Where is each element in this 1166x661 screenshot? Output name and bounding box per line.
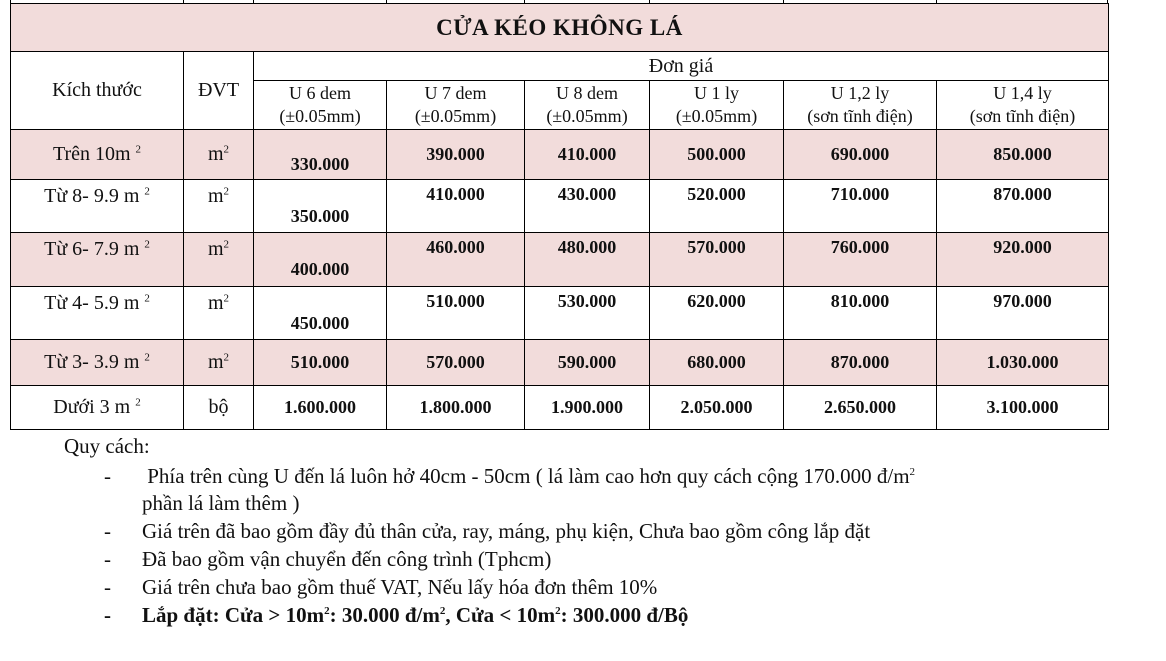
header-col-u1: U 1 ly (±0.05mm) xyxy=(650,81,784,130)
price-cell: 620.000 xyxy=(650,287,784,340)
price-cell: 350.000 xyxy=(254,180,387,233)
notes-label: Quy cách: xyxy=(64,434,150,458)
notes-list xyxy=(64,463,1144,629)
price-cell: 450.000 xyxy=(254,287,387,340)
table-row xyxy=(11,180,1109,233)
price-cell: 460.000 xyxy=(387,233,525,287)
price-cell: 2.650.000 xyxy=(784,386,937,430)
price-cell: 920.000 xyxy=(937,233,1109,287)
price-cell: 870.000 xyxy=(937,180,1109,233)
price-cell: 1.600.000 xyxy=(254,386,387,430)
price-cell: 330.000 xyxy=(254,130,387,180)
row-size: Từ 6- 7.9 m $^2$ xyxy=(11,233,184,287)
price-cell: 410.000 xyxy=(525,130,650,180)
price-cell: 710.000 xyxy=(784,180,937,233)
row-size: Từ 4- 5.9 m $^2$ xyxy=(11,287,184,340)
price-cell: 520.000 xyxy=(650,180,784,233)
row-unit: bộ xyxy=(184,386,254,430)
header-size: Kích thước xyxy=(11,52,184,130)
price-cell: 1.900.000 xyxy=(525,386,650,430)
row-size: Từ 3- 3.9 m $^2$ xyxy=(11,340,184,386)
row-size: Dưới 3 m $^2$ xyxy=(11,386,184,430)
price-cell: 2.050.000 xyxy=(650,386,784,430)
header-col-u7: U 7 dem (±0.05mm) xyxy=(387,81,525,130)
price-cell: 530.000 xyxy=(525,287,650,340)
price-cell: 510.000 xyxy=(254,340,387,386)
price-cell: 480.000 xyxy=(525,233,650,287)
price-cell: 570.000 xyxy=(650,233,784,287)
note-item: - Đã bao gồm vận chuyển đến công trình (Tphcm) xyxy=(104,547,552,571)
price-cell: 760.000 xyxy=(784,233,937,287)
price-cell: 430.000 xyxy=(525,180,650,233)
price-cell: 3.100.000 xyxy=(937,386,1109,430)
table-row xyxy=(11,130,1109,180)
header-col-u6: U 6 dem (±0.05mm) xyxy=(254,81,387,130)
header-col-u12: U 1,2 ly (sơn tĩnh điện) xyxy=(784,81,937,130)
table-row xyxy=(11,386,1109,430)
price-cell: 970.000 xyxy=(937,287,1109,340)
price-cell: 1.030.000 xyxy=(937,340,1109,386)
table-row xyxy=(11,233,1109,287)
price-cell: 590.000 xyxy=(525,340,650,386)
price-table xyxy=(10,3,1109,430)
header-col-u8: U 8 dem (±0.05mm) xyxy=(525,81,650,130)
table-row xyxy=(11,287,1109,340)
row-unit: $m^2$ xyxy=(184,340,254,386)
price-cell: 400.000 xyxy=(254,233,387,287)
header-unit: ĐVT xyxy=(184,52,254,130)
price-cell: 500.000 xyxy=(650,130,784,180)
note-item: - Giá trên đã bao gồm đầy đủ thân cửa, ray, máng, phụ kiện, Chưa bao gồm công lắp đặt xyxy=(104,519,871,543)
price-cell: 810.000 xyxy=(784,287,937,340)
note-item: - Giá trên chưa bao gồm thuế VAT, Nếu lấy hóa đơn thêm 10% xyxy=(104,575,658,599)
row-unit: $m^2$ xyxy=(184,180,254,233)
price-cell: 870.000 xyxy=(784,340,937,386)
header-price: Đơn giá xyxy=(254,52,1109,81)
price-cell: 510.000 xyxy=(387,287,525,340)
price-cell: 390.000 xyxy=(387,130,525,180)
price-cell: 1.800.000 xyxy=(387,386,525,430)
note-item: - Phía trên cùng U đến lá luôn hở 40cm - 50cm ( lá làm cao hơn quy cách cộng 170.000 $đ/m^2$ phần lá làm thêm ) xyxy=(104,464,916,515)
row-size: Từ 8- 9.9 m $^2$ xyxy=(11,180,184,233)
row-size: Trên 10m $^2$ xyxy=(11,130,184,180)
row-unit: $m^2$ xyxy=(184,233,254,287)
price-cell: 410.000 xyxy=(387,180,525,233)
price-cell: 690.000 xyxy=(784,130,937,180)
header-col-u14: U 1,4 ly (sơn tĩnh điện) xyxy=(937,81,1109,130)
price-cell: 570.000 xyxy=(387,340,525,386)
price-cell: 850.000 xyxy=(937,130,1109,180)
price-cell: 680.000 xyxy=(650,340,784,386)
row-unit: $m^2$ xyxy=(184,287,254,340)
row-unit: $m^2$ xyxy=(184,130,254,180)
note-item-installation: - Lắp đặt: Cửa > $10m^2$: 30.000 $đ/m^2$, Cửa < $10m^2$: 300.000 đ/Bộ xyxy=(104,603,689,627)
table-title: CỬA KÉO KHÔNG LÁ xyxy=(11,4,1109,52)
table-row xyxy=(11,340,1109,386)
specification-notes xyxy=(64,433,1144,630)
